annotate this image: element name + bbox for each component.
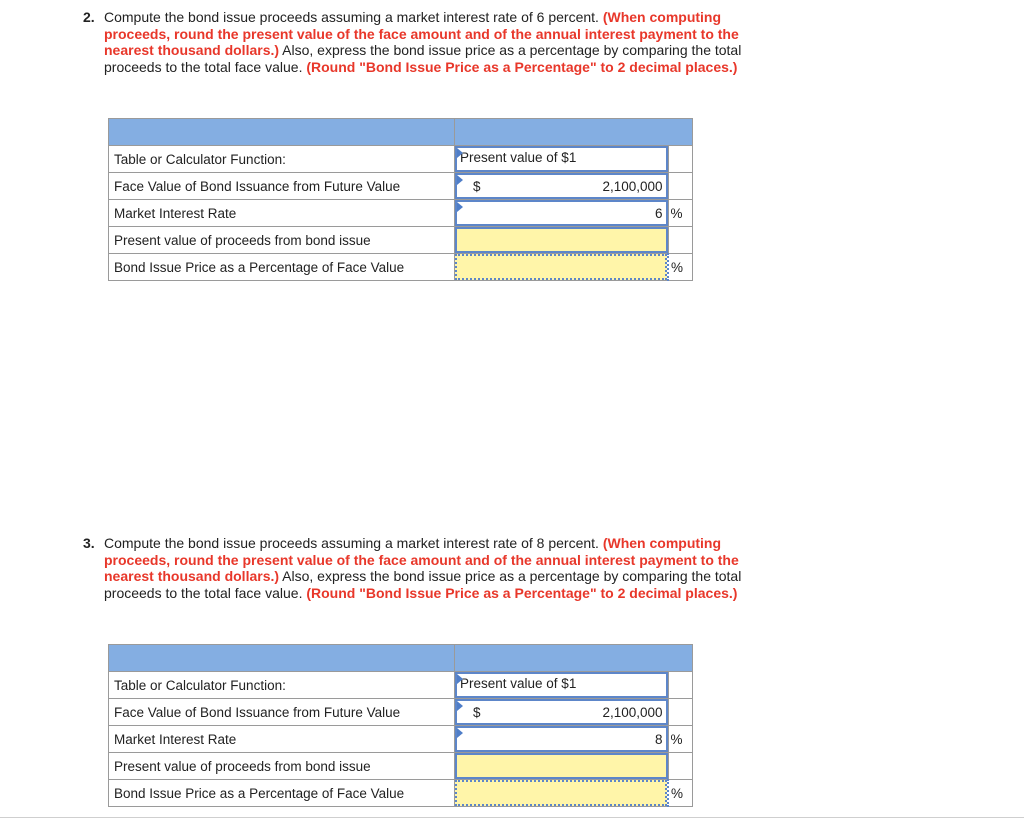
percent-unit: % [668, 200, 693, 227]
interest-rate-input[interactable] [455, 726, 668, 752]
face-value-amount: 2,100,000 [602, 704, 663, 720]
table-row [109, 753, 693, 780]
rounding-instruction-2: (Round "Bond Issue Price as a Percentage" to 2 decimal places.) [306, 58, 738, 75]
interest-rate-value: 8 [654, 731, 663, 747]
rounding-instruction-2: (Round "Bond Issue Price as a Percentage" to 2 decimal places.) [306, 584, 738, 601]
cell-marker-icon [457, 674, 463, 684]
issue-price-label: Bond Issue Price as a Percentage of Face Value [109, 254, 455, 281]
table-row [109, 146, 693, 173]
rounding-instruction: (When computing proceeds, round the present value of the face amount and of the annual interest payment to the nearest thousand dollars.) [104, 535, 739, 584]
percent-unit: % [668, 254, 693, 281]
face-value-input[interactable] [455, 699, 668, 725]
function-value: Present value of $1 [460, 676, 577, 691]
question-prompt-2: Also, express the bond issue price as a percentage by comparing the total proceeds to the total face value. [104, 568, 742, 601]
percent-unit: % [668, 780, 693, 807]
cell-marker-icon [457, 175, 463, 185]
question-prompt: Compute the bond issue proceeds assuming a market interest rate of 6 percent. [104, 9, 599, 25]
present-value-label: Present value of proceeds from bond issue [109, 753, 455, 780]
cell-marker-icon [457, 202, 463, 212]
question-number: 2. [83, 9, 95, 25]
question-2 [83, 9, 783, 75]
face-value-label: Face Value of Bond Issuance from Future Value [109, 173, 455, 200]
interest-rate-label: Market Interest Rate [109, 200, 455, 227]
table-row [109, 780, 693, 807]
question-prompt: Compute the bond issue proceeds assuming a market interest rate of 8 percent. [104, 535, 599, 551]
function-dropdown[interactable] [455, 146, 668, 172]
face-value-input[interactable] [455, 173, 668, 199]
face-value-label: Face Value of Bond Issuance from Future Value [109, 699, 455, 726]
table-row [109, 173, 693, 200]
present-value-input[interactable] [455, 227, 668, 253]
bond-calc-table-q2 [108, 118, 693, 281]
interest-rate-input[interactable] [455, 200, 668, 226]
question-3 [83, 535, 783, 601]
table-row [109, 726, 693, 753]
table-header-row [109, 119, 693, 146]
table-row [109, 699, 693, 726]
divider [0, 817, 1024, 818]
bond-calc-table-q3 [108, 644, 693, 807]
question-text [104, 9, 783, 75]
function-label: Table or Calculator Function: [109, 672, 455, 699]
table-row [109, 227, 693, 254]
function-value: Present value of $1 [460, 150, 577, 165]
question-number: 3. [83, 535, 95, 551]
question-prompt-2: Also, express the bond issue price as a percentage by comparing the total proceeds to the total face value. [104, 42, 742, 75]
function-label: Table or Calculator Function: [109, 146, 455, 173]
issue-price-label: Bond Issue Price as a Percentage of Face Value [109, 780, 455, 807]
function-dropdown[interactable] [455, 672, 668, 698]
table-row [109, 200, 693, 227]
issue-price-input[interactable] [455, 254, 667, 280]
table-row [109, 672, 693, 699]
issue-price-input[interactable] [455, 780, 667, 806]
currency-symbol: $ [473, 704, 481, 720]
present-value-input[interactable] [455, 753, 668, 779]
table-header-row [109, 645, 693, 672]
interest-rate-label: Market Interest Rate [109, 726, 455, 753]
cell-marker-icon [457, 148, 463, 158]
face-value-amount: 2,100,000 [602, 178, 663, 194]
rounding-instruction: (When computing proceeds, round the present value of the face amount and of the annual interest payment to the nearest thousand dollars.) [104, 9, 739, 58]
cell-marker-icon [457, 728, 463, 738]
question-text [104, 535, 783, 601]
cell-marker-icon [457, 701, 463, 711]
table-row [109, 254, 693, 281]
interest-rate-value: 6 [654, 205, 663, 221]
currency-symbol: $ [473, 178, 481, 194]
percent-unit: % [668, 726, 693, 753]
present-value-label: Present value of proceeds from bond issue [109, 227, 455, 254]
